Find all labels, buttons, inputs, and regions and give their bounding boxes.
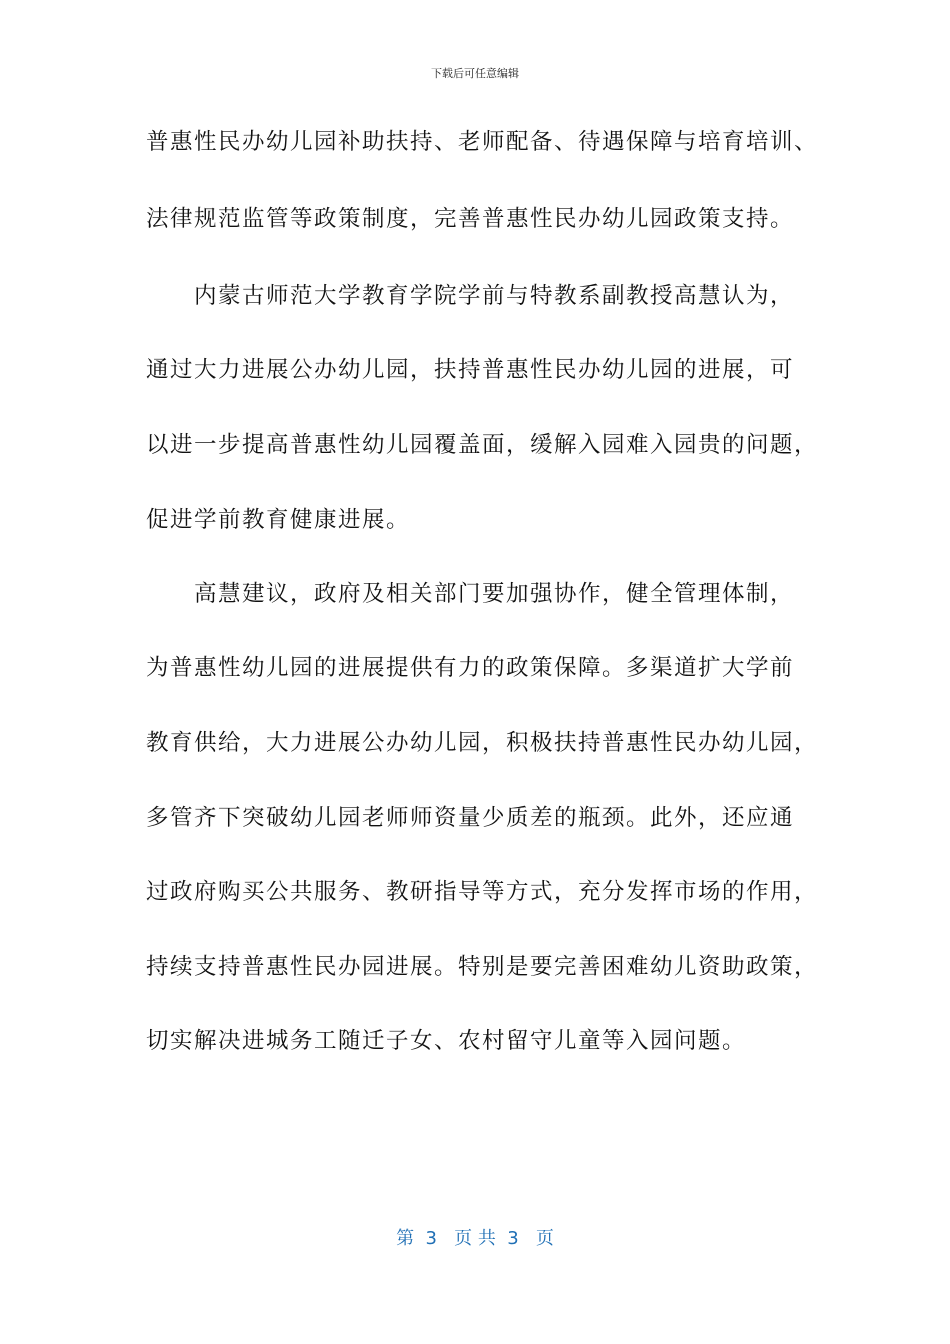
paragraph-start-line: 内蒙古师范大学教育学院学前与特教系副教授高慧认为，: [194, 283, 795, 309]
text-line: 通过大力进展公办幼儿园，扶持普惠性民办幼儿园的进展，可: [146, 357, 795, 383]
text-line: 教育供给，大力进展公办幼儿园，积极扶持普惠性民办幼儿园，: [146, 730, 819, 756]
text-line: 切实解决进城务工随迁子女、农村留守儿童等入园问题。: [146, 1028, 747, 1054]
text-line: 以进一步提高普惠性幼儿园覆盖面，缓解入园难入园贵的问题，: [146, 432, 819, 458]
text-line: 持续支持普惠性民办园进展。特别是要完善困难幼儿资助政策，: [146, 954, 819, 980]
page-number-footer: 第 3 页 共 3 页: [396, 1228, 554, 1249]
text-line: 促进学前教育健康进展。: [146, 507, 411, 533]
page-header: 下载后可任意编辑: [431, 67, 519, 80]
text-line: 为普惠性幼儿园的进展提供有力的政策保障。多渠道扩大学前: [146, 655, 795, 681]
text-line: 普惠性民办幼儿园补助扶持、老师配备、待遇保障与培育培训、: [146, 129, 819, 155]
paragraph-start-line: 高慧建议，政府及相关部门要加强协作，健全管理体制，: [194, 581, 795, 607]
text-line: 法律规范监管等政策制度，完善普惠性民办幼儿园政策支持。: [146, 206, 795, 232]
text-line: 多管齐下突破幼儿园老师师资量少质差的瓶颈。此外，还应通: [146, 805, 795, 831]
text-line: 过政府购买公共服务、教研指导等方式，充分发挥市场的作用，: [146, 879, 819, 905]
